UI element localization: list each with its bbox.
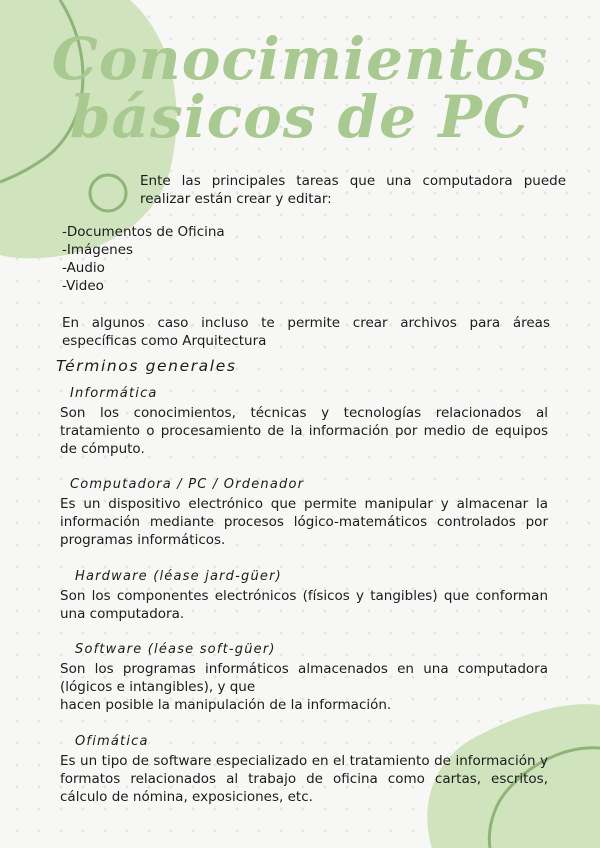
intro-text: Ente las principales tareas que una computadora puede realizar están crear y editar: xyxy=(140,173,566,207)
term-ofimatica: Ofimática xyxy=(75,734,149,749)
list-item: -Imágenes xyxy=(62,242,134,258)
definition-informatica: Son los conocimientos, técnicas y tecnologías relacionados al tratamiento o procesamiento de la información por medio de equipos de cómputo. xyxy=(60,405,548,457)
term-software: Software (léase soft-güer) xyxy=(75,642,276,657)
editable-items-list xyxy=(62,223,225,295)
architecture-paragraph: En algunos caso incluso te permite crear archivos para áreas específicas como Arquitectura xyxy=(62,315,550,349)
title-line-1: Conocimientos xyxy=(51,25,549,93)
definition-software xyxy=(60,660,548,714)
section-title: Términos generales xyxy=(56,357,237,375)
term-computadora: Computadora / PC / Ordenador xyxy=(70,477,305,492)
list-item: -Video xyxy=(62,278,104,294)
definition-hardware: Son los componentes electrónicos (físicos y tangibles) que conforman una computadora. xyxy=(60,588,548,622)
intro-circle-filled xyxy=(82,168,118,204)
term-informatica: Informática xyxy=(70,386,158,401)
term-hardware: Hardware (léase jard-güer) xyxy=(75,569,282,584)
definition-software-line-1: Son los programas informáticos almacenados en una computadora (lógicos e intangibles), y que xyxy=(60,661,548,695)
list-item: -Documentos de Oficina xyxy=(62,224,225,240)
definition-computadora: Es un dispositivo electrónico que permite manipular y almacenar la información mediante procesos lógico-matemáticos controlados por programas informáticos. xyxy=(60,496,548,548)
title-line-2: básicos de PC xyxy=(69,83,531,151)
list-item: -Audio xyxy=(62,260,105,276)
definition-ofimatica: Es un tipo de software especializado en el tratamiento de información y formatos relacionados al trabajo de oficina como cartas, escritos, cálculo de nómina, exposiciones, etc. xyxy=(60,753,548,805)
definition-software-line-2: hacen posible la manipulación de la información. xyxy=(60,697,392,713)
